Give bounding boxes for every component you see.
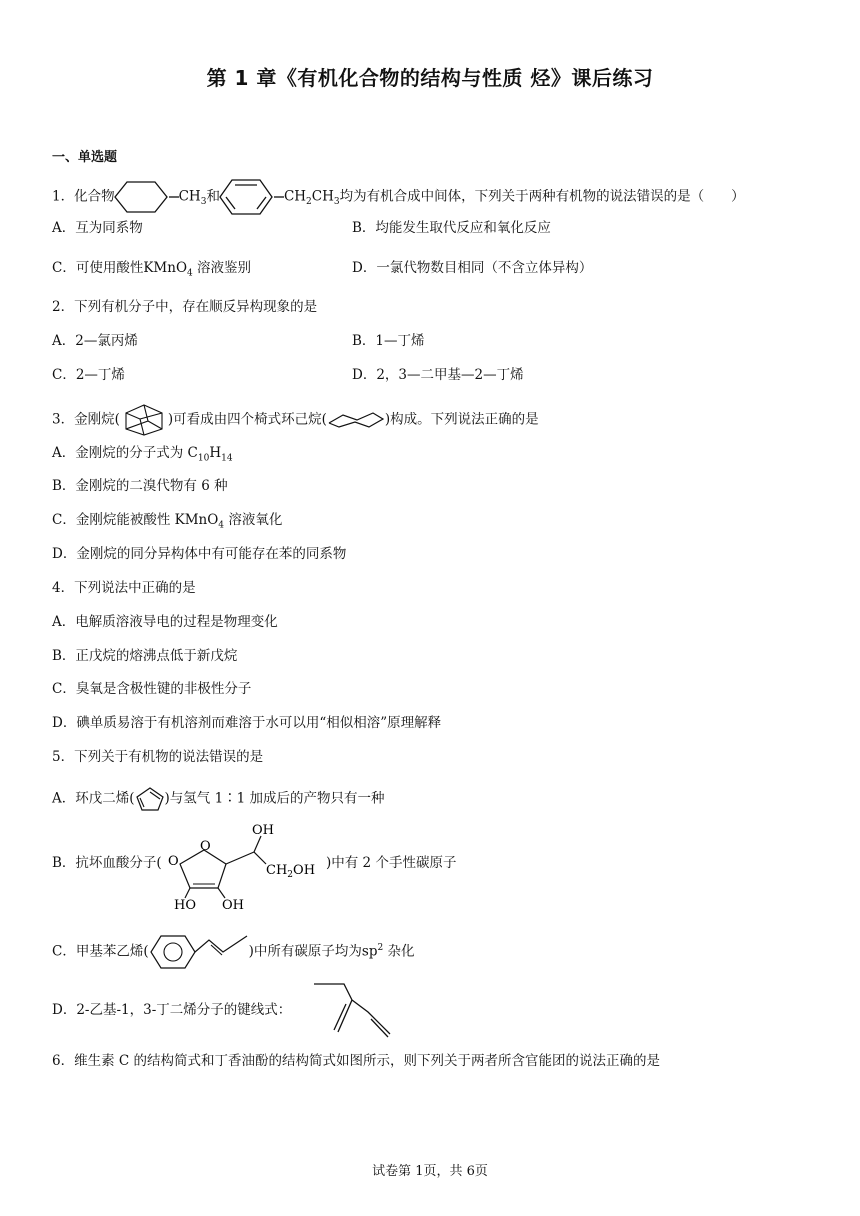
q4-option-a: A．电解质溶液导电的过程是物理变化 (52, 614, 278, 630)
page-title: 第 1 章《有机化合物的结构与性质 烃》课后练习 (206, 66, 654, 90)
cyclopentadiene-structure-icon (135, 786, 165, 812)
q2-option-d: D．2，3—二甲基—2—丁烯 (352, 367, 524, 383)
q5-option-c (52, 932, 415, 972)
q3-option-b: B．金刚烷的二溴代物有 6 种 (52, 478, 228, 494)
q1-c-sub: 4 (187, 268, 193, 279)
ch2-label: CH (266, 863, 288, 878)
q5-c-sup: 2 (377, 943, 384, 953)
q3-c-post: 溶液氧化 (224, 512, 283, 528)
q3-a-text: A．金刚烷的分子式为 C (52, 445, 198, 461)
question-4-stem: 4．下列说法中正确的是 (52, 580, 196, 596)
bond-line-icon (169, 192, 179, 202)
q2-option-a: A．2—氯丙烯 (52, 333, 138, 349)
q1-option-c (52, 259, 251, 283)
q4-option-c: C．臭氧是含极性键的非极性分子 (52, 681, 252, 697)
q1-ch3-subscript: 3 (200, 197, 207, 208)
oh-top-label: OH (252, 823, 274, 838)
oh-bottom-label: OH (222, 898, 244, 913)
q1-ethyl-sub2: 3 (333, 197, 340, 208)
q3-post: )构成。下列说法正确的是 (384, 411, 539, 428)
q3-middle: )可看成由四个椅式环己烷( (167, 411, 327, 428)
q1-stem-text: 均为有机合成中间体，下列关于两种有机物的说法错误的是（ ） (339, 188, 745, 205)
q1-option-a: A．互为同系物 (52, 220, 143, 236)
q1-ethyl-ch3: CH (311, 188, 334, 205)
ch2oh-label (266, 863, 315, 880)
page-footer: 试卷第 1页，共 6页 (372, 1164, 488, 1179)
q3-c-text: C．金刚烷能被酸性 KMnO (52, 512, 219, 528)
q1-prefix: 1．化合物 (52, 188, 115, 205)
q5-b-text: B．抗坏血酸分子( (52, 855, 162, 871)
bond-line-icon (274, 192, 284, 202)
q3-prefix: 3．金刚烷( (52, 411, 120, 428)
ch2-subscript: 2 (287, 870, 294, 880)
q1-c-post: 溶液鉴别 (192, 260, 252, 276)
q1-ch3: CH (178, 188, 201, 205)
q1-option-b: B．均能发生取代反应和氧化反应 (352, 220, 551, 236)
q5-c-post: )中所有碳原子均为 (248, 943, 362, 960)
q5-c-text: C．甲基苯乙烯( (52, 943, 149, 960)
q4-option-d: D．碘单质易溶于有机溶剂而难溶于水可以用“相似相溶”原理解释 (52, 715, 442, 731)
question-3-stem (52, 403, 539, 437)
question-5-stem: 5．下列关于有机物的说法错误的是 (52, 749, 264, 765)
q5-a-post: )与氢气 1∶1 加成后的产物只有一种 (164, 790, 385, 807)
chair-cyclohexane-icon (327, 411, 385, 429)
q3-option-d: D．金刚烷的同分异构体中有可能存在苯的同系物 (52, 546, 347, 562)
question-1-stem (52, 178, 745, 216)
q5-option-b (52, 854, 162, 872)
q3-a-h: H (209, 445, 222, 461)
q3-a-sub2: 14 (221, 453, 233, 464)
ethylbutadiene-skeletal-icon (312, 980, 392, 1038)
q5-option-d: D．2-乙基-1，3-丁二烯分子的键线式： (52, 1002, 292, 1018)
q1-c-text: C．可使用酸性 (52, 260, 144, 276)
q1-c-formula: KMnO (143, 260, 188, 276)
ring-o-label: O (200, 839, 211, 854)
q3-option-a (52, 444, 233, 468)
q5-c-sp: sp (361, 943, 378, 960)
q5-option-a (52, 786, 385, 812)
q2-option-b: B．1—丁烯 (352, 333, 425, 349)
q3-option-c (52, 511, 282, 535)
q1-ethyl-sub1: 2 (306, 197, 312, 208)
question-6-stem: 6．维生素 C 的结构简式和丁香油酚的结构简式如图所示，则下列关于两者所含官能团的说法正确的是 (52, 1053, 660, 1069)
q1-option-d: D．一氯代物数目相同（不含立体异构） (352, 260, 593, 276)
adamantane-structure-icon (120, 403, 168, 437)
q3-a-sub1: 10 (197, 453, 210, 464)
q2-option-c: C．2—丁烯 (52, 367, 125, 383)
cyclohexane-structure-icon (115, 180, 169, 214)
oh-end-label: OH (293, 863, 316, 878)
q1-ethyl-ch2: CH (283, 188, 307, 205)
q5-b-post: )中有 2 个手性碳原子 (326, 855, 457, 871)
q5-a-text: A．环戊二烯( (52, 790, 135, 807)
q5-c-end: 杂化 (383, 943, 415, 960)
section-heading: 一、单选题 (52, 150, 118, 165)
q4-option-b: B．正戊烷的熔沸点低于新戊烷 (52, 648, 238, 664)
ascorbic-acid-structure-icon (168, 820, 326, 913)
q1-and: 和 (206, 188, 220, 205)
o-label: O (168, 854, 179, 869)
benzene-structure-icon (220, 178, 274, 216)
question-2-stem: 2．下列有机分子中，存在顺反异构现象的是 (52, 299, 318, 315)
methylstyrene-structure-icon (149, 932, 249, 972)
q3-c-sub: 4 (218, 520, 225, 531)
ho-label: HO (174, 898, 196, 913)
